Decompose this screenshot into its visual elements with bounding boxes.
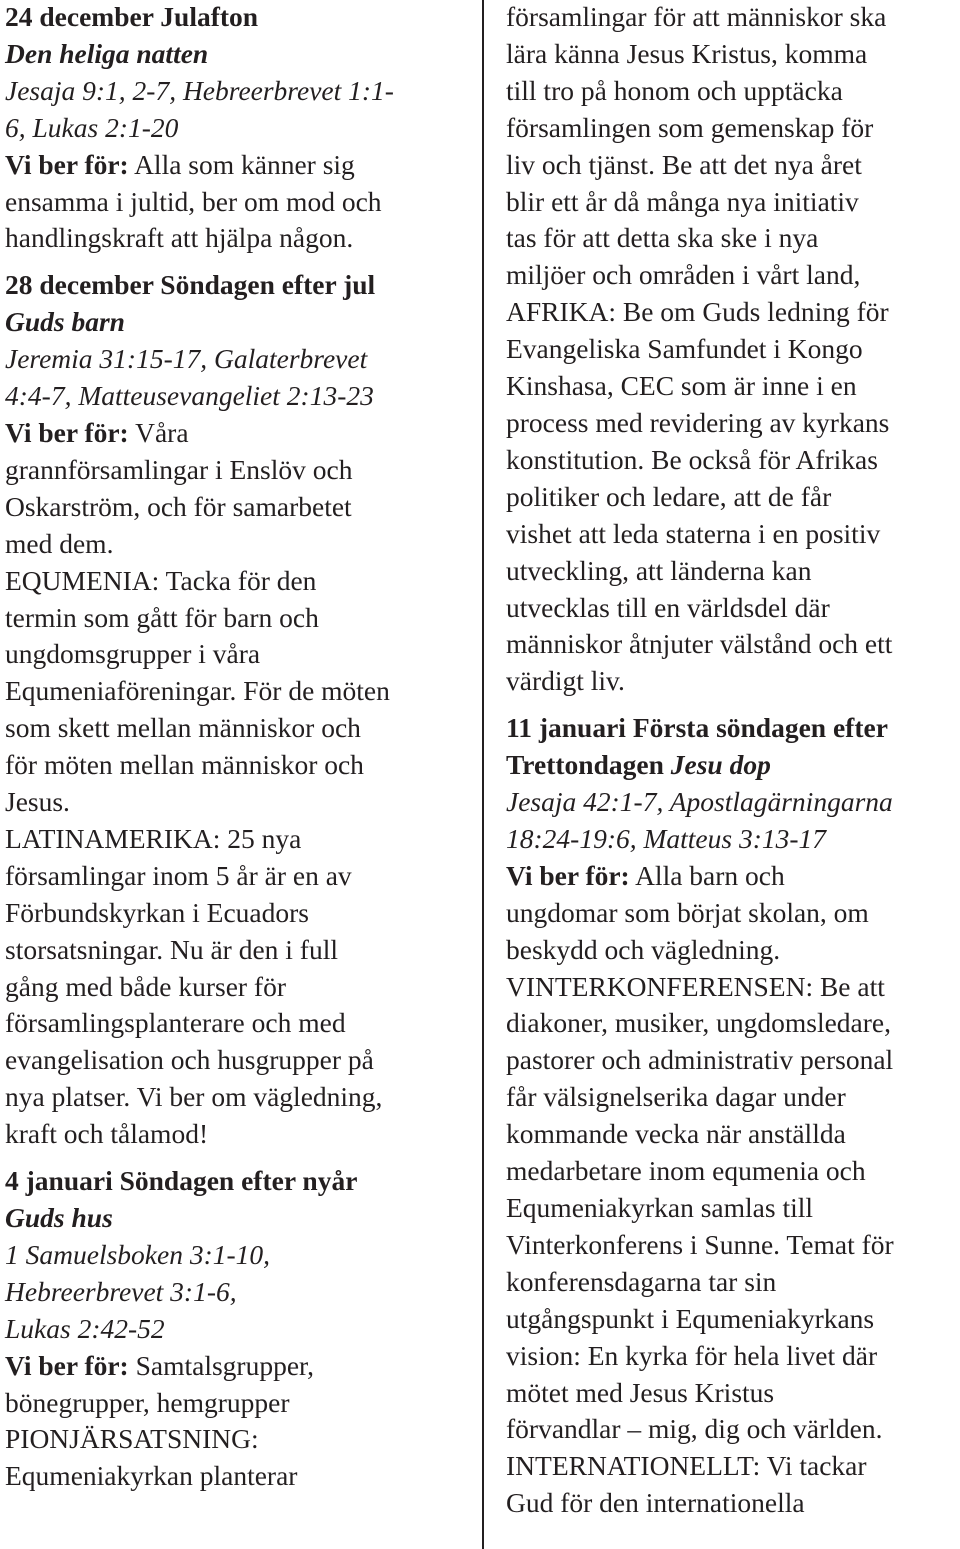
prayer-line: Vinterkonferens i Sunne. Temat för xyxy=(506,1228,894,1260)
prayer-line: ungdomar som börjat skolan, om xyxy=(506,896,869,928)
entry-11-januari xyxy=(506,710,958,1522)
bible-reading: 4:4-7, Matteusevangeliet 2:13-23 xyxy=(5,380,374,412)
text-line: värdigt liv. xyxy=(506,665,625,697)
entry-theme: Guds barn xyxy=(5,306,125,338)
prayer-label: Vi ber för: xyxy=(506,859,630,891)
text-line: Kinshasa, CEC som är inne i en xyxy=(506,370,857,402)
prayer-line: bönegrupper, hemgrupper xyxy=(5,1386,290,1418)
prayer-line: storsatsningar. Nu är den i full xyxy=(5,933,338,965)
prayer-line: för möten mellan människor och xyxy=(5,749,364,781)
prayer-line: får välsignelserika dagar under xyxy=(506,1081,846,1113)
prayer-line: mötet med Jesus Kristus xyxy=(506,1376,775,1408)
text-line: lära känna Jesus Kristus, komma xyxy=(506,37,868,69)
text-line: utvecklas till en världsdel där xyxy=(506,591,830,623)
prayer-label: Vi ber för: xyxy=(5,1349,129,1381)
text-line: AFRIKA: Be om Guds ledning för xyxy=(506,296,889,328)
text-line: miljöer och områden i vårt land, xyxy=(506,259,861,291)
prayer-line: nya platser. Vi ber om vägledning, xyxy=(5,1081,383,1113)
prayer-text: Våra xyxy=(128,416,189,448)
prayer-line: VINTERKONFERENSEN: Be att xyxy=(506,970,885,1002)
entry-heading-continued xyxy=(506,747,958,784)
text-line: till tro på honom och upptäcka xyxy=(506,74,843,106)
prayer-line: som skett mellan människor och xyxy=(5,712,361,744)
prayer-line: förvandlar – mig, dig och världen. xyxy=(506,1413,883,1445)
right-column xyxy=(506,0,958,1522)
entry-theme: Jesu dop xyxy=(670,749,771,781)
entry-heading-part: Trettondagen xyxy=(506,749,664,781)
prayer-line: handlingskraft att hjälpa någon. xyxy=(5,222,354,254)
bible-reading: Hebreerbrevet 3:1-6, xyxy=(5,1275,237,1307)
text-line: människor åtnjuter välstånd och ett xyxy=(506,628,893,660)
entry-24-december xyxy=(5,0,470,257)
prayer-line: ensamma i jultid, ber om mod och xyxy=(5,185,382,217)
prayer-text: Samtalsgrupper, xyxy=(128,1349,314,1381)
text-line: församlingen som gemenskap för xyxy=(506,111,874,143)
entry-heading: 24 december Julafton xyxy=(5,1,259,32)
bible-reading: Lukas 2:42-52 xyxy=(5,1312,165,1344)
column-divider xyxy=(482,0,484,1549)
text-line: vishet att leda staterna i en positiv xyxy=(506,517,881,549)
entry-4-januari xyxy=(5,1163,470,1495)
prayer-line: kraft och tålamod! xyxy=(5,1118,209,1150)
prayer-line: vision: En kyrka för hela livet där xyxy=(506,1339,878,1371)
bible-reading: Jeremia 31:15-17, Galaterbrevet xyxy=(5,343,368,375)
text-line: politiker och ledare, att de får xyxy=(506,480,832,512)
prayer-intro xyxy=(5,1348,470,1385)
prayer-line: ungdomsgrupper i våra xyxy=(5,638,261,670)
prayer-line: Oskarström, och för samarbetet xyxy=(5,490,352,522)
prayer-line: konferensdagarna tar sin xyxy=(506,1265,777,1297)
text-line: konstitution. Be också för Afrikas xyxy=(506,443,878,475)
bible-reading: Jesaja 42:1-7, Apostlagärningarna xyxy=(506,786,893,818)
bible-reading: 1 Samuelsboken 3:1-10, xyxy=(5,1238,271,1270)
bible-reading: 18:24-19:6, Matteus 3:13-17 xyxy=(506,822,827,854)
entry-heading: 11 januari Första söndagen efter xyxy=(506,712,888,744)
prayer-line: Equmeniakyrkan samlas till xyxy=(506,1192,814,1223)
bible-reading: Jesaja 9:1, 2-7, Hebreerbrevet 1:1- xyxy=(5,74,394,106)
prayer-text: Alla som känner sig xyxy=(128,148,355,180)
prayer-line: Equmeniakyrkan planterar xyxy=(5,1460,298,1492)
text-line: utveckling, att länderna kan xyxy=(506,554,812,586)
prayer-intro xyxy=(5,147,470,184)
prayer-line: Gud för den internationella xyxy=(506,1487,805,1519)
entry-heading: 4 januari Söndagen efter nyår xyxy=(5,1165,358,1197)
text-line: process med revidering av kyrkans xyxy=(506,406,890,438)
entry-theme: Den heliga natten xyxy=(5,37,209,69)
text-line: Evangeliska Samfundet i Kongo xyxy=(506,333,863,365)
prayer-text: Alla barn och xyxy=(629,859,785,891)
prayer-line: termin som gått för barn och xyxy=(5,601,319,633)
prayer-line: med dem. xyxy=(5,527,114,559)
prayer-label: Vi ber för: xyxy=(5,148,129,180)
prayer-line: EQUMENIA: Tacka för den xyxy=(5,564,317,596)
prayer-line: grannförsamlingar i Enslöv och xyxy=(5,453,353,485)
prayer-line: beskydd och vägledning. xyxy=(506,933,781,965)
prayer-line: Jesus. xyxy=(5,786,70,818)
entry-theme: Guds hus xyxy=(5,1202,113,1233)
prayer-line: INTERNATIONELLT: Vi tackar xyxy=(506,1450,867,1482)
text-line: tas för att detta ska ske i nya xyxy=(506,222,819,254)
text-line: blir ett år då många nya initiativ xyxy=(506,185,859,217)
text-line: liv och tjänst. Be att det nya året xyxy=(506,148,862,180)
prayer-intro xyxy=(506,858,958,895)
prayer-line: diakoner, musiker, ungdomsledare, xyxy=(506,1007,891,1039)
left-column xyxy=(5,0,470,1495)
entry-heading: 28 december Söndagen efter jul xyxy=(5,269,376,301)
prayer-line: utgångspunkt i Equmeniakyrkans xyxy=(506,1302,875,1334)
prayer-line: kommande vecka när anställda xyxy=(506,1118,846,1150)
prayer-label: Vi ber för: xyxy=(5,416,129,448)
bible-reading: 6, Lukas 2:1-20 xyxy=(5,111,179,143)
prayer-intro xyxy=(5,415,470,452)
prayer-line: pastorer och administrativ personal xyxy=(506,1044,894,1076)
prayer-line: församlingsplanterare och med xyxy=(5,1007,346,1039)
prayer-line: Förbundskyrkan i Ecuadors xyxy=(5,896,309,928)
text-line: församlingar för att människor ska xyxy=(506,1,887,32)
prayer-line: församlingar inom 5 år är en av xyxy=(5,859,352,891)
prayer-line: LATINAMERIKA: 25 nya xyxy=(5,822,302,854)
prayer-line: PIONJÄRSATSNING: xyxy=(5,1423,259,1455)
prayer-line: gång med både kurser för xyxy=(5,970,287,1002)
entry-28-december xyxy=(5,267,470,1153)
prayer-line: medarbetare inom equmenia och xyxy=(506,1155,866,1187)
prayer-line: Equmeniaföreningar. För de möten xyxy=(5,675,390,707)
continuation-text xyxy=(506,0,958,700)
prayer-line: evangelisation och husgrupper på xyxy=(5,1044,374,1076)
